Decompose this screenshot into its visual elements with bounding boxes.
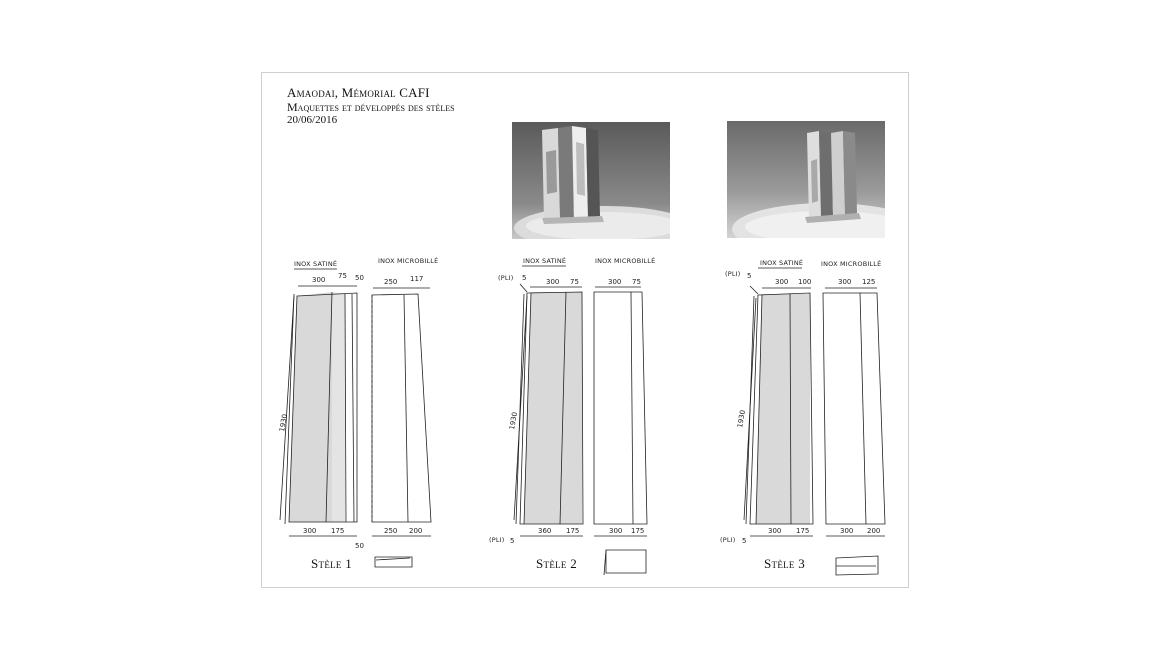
stele1-top-left-3: 50: [355, 274, 364, 282]
stele2-top-left-2: 300: [546, 278, 560, 286]
stele2-top-right-1: 300: [608, 278, 622, 286]
stele3-top-left-3: 100: [798, 278, 812, 286]
stele2-pli-bottom: (PLI): [489, 536, 505, 544]
stele1-height: 1930: [278, 413, 290, 433]
stele1-top-left-1: 300: [312, 276, 326, 284]
stele1-satin-shaded: [289, 292, 332, 522]
stele1-top-left-2: 75: [338, 272, 347, 280]
stele3-top-left-2: 300: [775, 278, 789, 286]
stele2-bottom-right-1: 300: [609, 527, 623, 535]
stele3-bottom-left-1: 300: [768, 527, 782, 535]
stele3-material-left: INOX SATINÉ: [760, 259, 804, 267]
sheet-date: 20/06/2016: [287, 114, 338, 126]
stele3-label: Stèle 3: [764, 556, 806, 571]
stele3-top-right-1: 300: [838, 278, 852, 286]
stele1-bottom-left-1: 300: [303, 527, 317, 535]
stele2-satin-shaded: [524, 292, 582, 524]
stele1-satin-shaded-2: [332, 292, 345, 522]
stele2-bottom-right-2: 175: [631, 527, 645, 535]
stele1-extra-dim: 50: [355, 542, 364, 550]
stele3-bottom-right-2: 200: [867, 527, 881, 535]
stele1-top-right-2: 117: [410, 275, 424, 283]
stele3-bottom-right-1: 300: [840, 527, 854, 535]
stele2-material-right: INOX MICROBILLÉ: [595, 257, 656, 265]
stele2-pli-bottom-value: 5: [510, 537, 515, 545]
stele1-material-right: INOX MICROBILLÉ: [378, 257, 439, 265]
stele2-bottom-left-2: 175: [566, 527, 580, 535]
stele3-top-left-1: 5: [747, 272, 752, 280]
stele3-material-right: INOX MICROBILLÉ: [821, 260, 882, 268]
stele3-pli-top: (PLI): [725, 270, 741, 278]
stele3-pli-bottom-value: 5: [742, 537, 747, 545]
stele3-bottom-left-2: 175: [796, 527, 810, 535]
stele2-material-left: INOX SATINÉ: [523, 257, 567, 265]
stele2-height: 1930: [508, 411, 520, 431]
project-title: Amaodai, Mémorial CAFI: [287, 85, 430, 100]
stele3-height: 1930: [736, 409, 748, 429]
stele1-bottom-left-2: 175: [331, 527, 345, 535]
stele1-bottom-right-1: 250: [384, 527, 398, 535]
stele1-bottom-right-2: 200: [409, 527, 423, 535]
stele2-top-left-3: 75: [570, 278, 579, 286]
stele3-top-right-2: 125: [862, 278, 876, 286]
stele2-top-right-2: 75: [632, 278, 641, 286]
sheet-subtitle: Maquettes et développés des stèles: [287, 100, 455, 114]
stele2-label: Stèle 2: [536, 556, 578, 571]
stele3-satin-shaded: [756, 294, 810, 524]
stele1-label: Stèle 1: [311, 556, 353, 571]
stele1-top-right-1: 250: [384, 278, 398, 286]
stele2-bottom-left-1: 360: [538, 527, 552, 535]
stele2-top-left-1: 5: [522, 274, 527, 282]
stele2-pli-top: (PLI): [498, 274, 514, 282]
stele1-material-left: INOX SATINÉ: [294, 260, 338, 268]
stele3-pli-bottom: (PLI): [720, 536, 736, 544]
